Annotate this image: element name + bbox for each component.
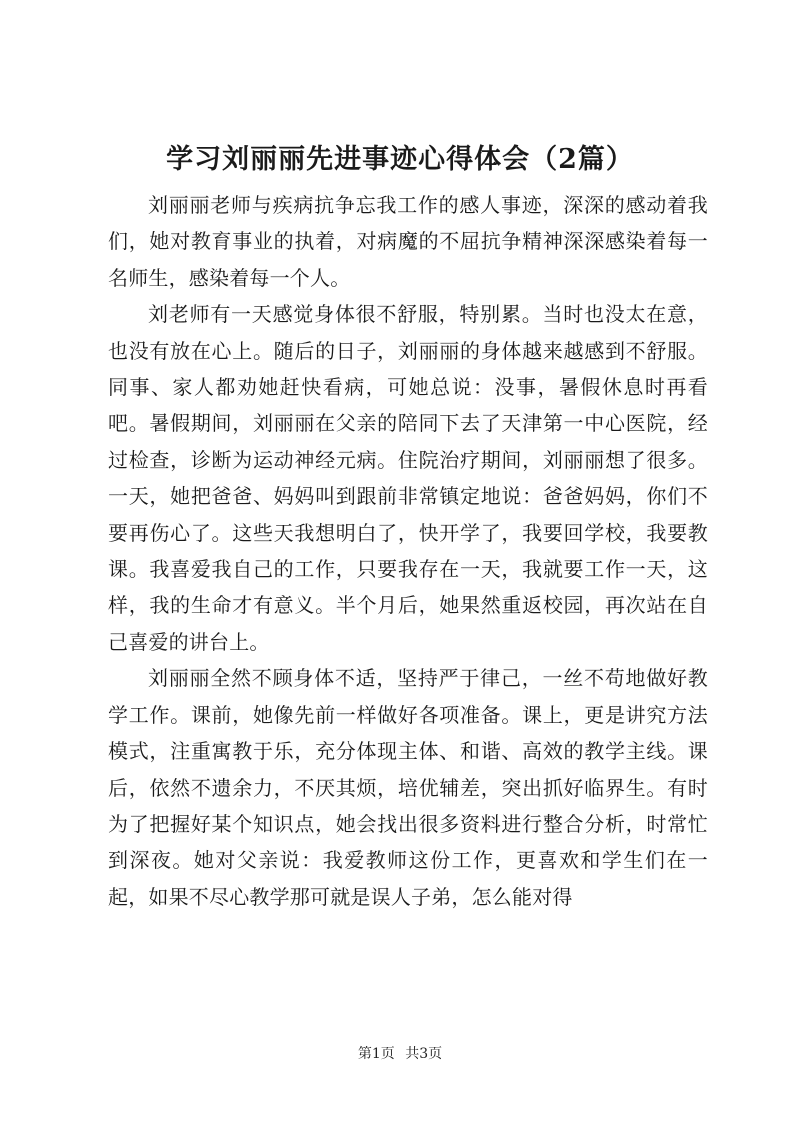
document-body xyxy=(108,187,708,915)
document-title: 学习刘丽丽先进事迹心得体会（2篇） xyxy=(166,144,634,175)
paragraph-2: 刘老师有一天感觉身体很不舒服，特别累。当时也没太在意，也没有放在心上。随后的日子，刘丽丽的身体越来越感到不舒服。同事、家人都劝她赶快看病，可她总说：没事，暑假休息时再看吧。暑假期间，刘丽丽在父亲的陪同下去了天津第一中心医院，经过检查，诊断为运动神经元病。住院治疗期间，刘丽丽想了很多。一天，她把爸爸、妈妈叫到跟前非常镇定地说：爸爸妈妈，你们不要再伤心了。这些天我想明白了，快开学了，我要回学校，我要教课。我喜爱我自己的工作，只要我存在一天，我就要工作一天，这样，我的生命才有意义。半个月后，她果然重返校园，再次站在自己喜爱的讲台上。 xyxy=(108,302,708,654)
page-footer xyxy=(0,1044,800,1064)
paragraph-3: 刘丽丽全然不顾身体不适，坚持严于律己，一丝不苟地做好教学工作。课前，她像先前一样做好各项准备。课上，更是讲究方法模式，注重寓教于乐，充分体现主体、和谐、高效的教学主线。课后，依然不遗余力，不厌其烦，培优辅差，突出抓好临界生。有时为了把握好某个知识点，她会找出很多资料进行整合分析，时常忙到深夜。她对父亲说：我爱教师这份工作，更喜欢和学生们在一起，如果不尽心教学那可就是误人子弟，怎么能对得 xyxy=(108,666,708,909)
page-number-total: 共3页 xyxy=(405,1046,443,1062)
page-number-current: 第1页 xyxy=(357,1046,395,1062)
paragraph-1: 刘丽丽老师与疾病抗争忘我工作的感人事迹，深深的感动着我们，她对教育事业的执着，对病魔的不屈抗争精神深深感染着每一名师生，感染着每一个人。 xyxy=(108,193,708,290)
